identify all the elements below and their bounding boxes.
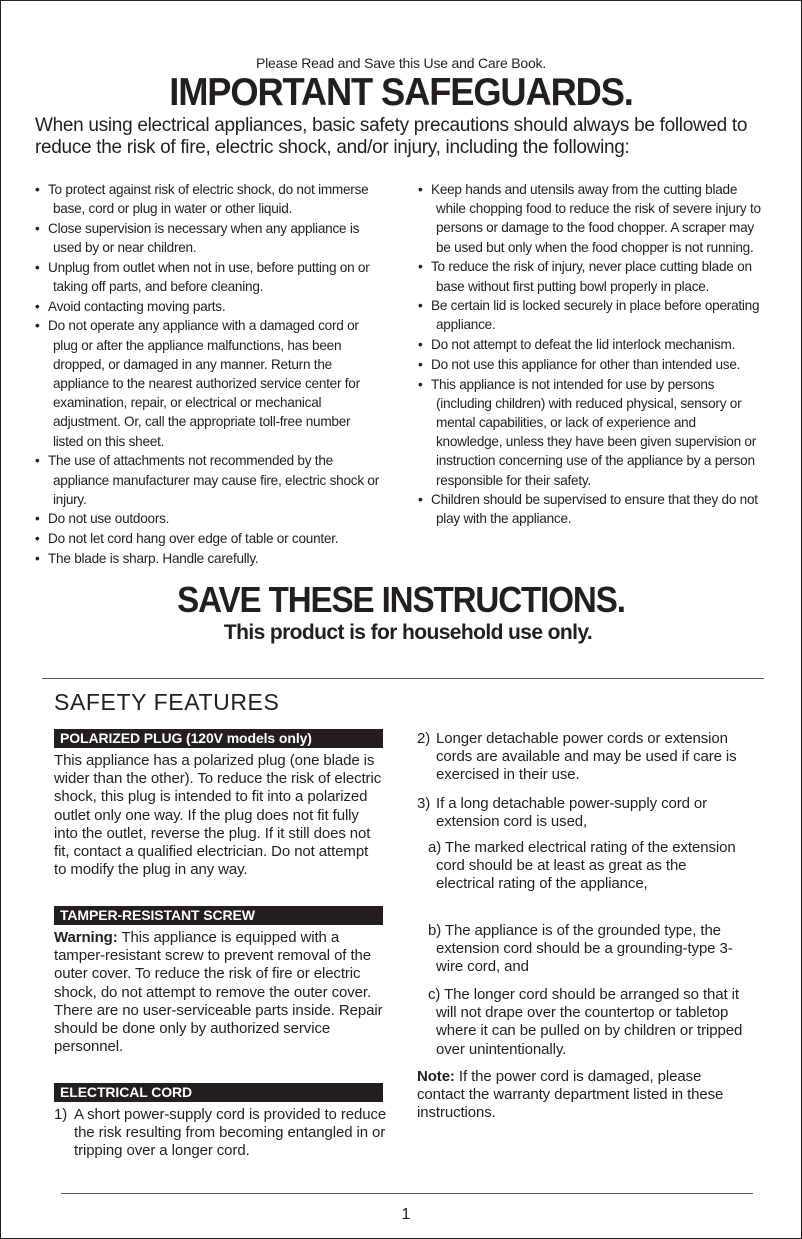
- list-item: • The use of attachments not recommended by the appliance manufacturer may cause fire, electric shock or injury.: [30, 451, 380, 509]
- list-item: • Close supervision is necessary when any appliance is used by or near children.: [30, 219, 380, 257]
- cord-subitem-a: [428, 839, 748, 894]
- list-item: • Be certain lid is locked securely in place before operating appliance.: [413, 296, 765, 334]
- electrical-cord-heading: ELECTRICAL CORD: [54, 1083, 383, 1102]
- tamper-screw-heading: TAMPER-RESISTANT SCREW: [54, 906, 383, 925]
- household-use-note: This product is for household use only.: [223, 621, 593, 644]
- list-item: • Do not use outdoors.: [30, 509, 380, 528]
- item-number: 2): [417, 730, 431, 747]
- tamper-screw-text: [54, 929, 384, 1056]
- item-text: If a long detachable power-supply cord or extension cord is used,: [436, 795, 708, 831]
- polarized-plug-heading: POLARIZED PLUG (120V models only): [54, 729, 383, 748]
- cord-item-1: [54, 1106, 388, 1161]
- cord-item-3: [417, 795, 747, 831]
- list-item: • This appliance is not intended for use by persons (including children) with reduced physical, sensory or mental capabilities, or lack of experience and knowledge, unless they have been given supervision or instruction concerning use of the appliance by a person responsible for their safety.: [413, 375, 765, 490]
- section-divider: [42, 678, 764, 679]
- list-item: • Do not use this appliance for other than intended use.: [413, 355, 765, 374]
- page-number: 1: [401, 1206, 411, 1223]
- cord-note: [417, 1068, 747, 1123]
- item-text: a) The marked electrical rating of the extension cord should be at least as great as the electrical rating of the appliance,: [428, 839, 736, 893]
- item-number: 3): [417, 795, 431, 812]
- list-item: • Do not operate any appliance with a damaged cord or plug or after the appliance malfunctions, has been dropped, or damaged in any manner. Return the appliance to the nearest authorized service center for examination, repair, or electrical or mechanical adjustment. Or, call the appropriate toll-free number listed on this sheet.: [30, 316, 380, 450]
- list-item: • Do not attempt to defeat the lid interlock mechanism.: [413, 335, 765, 354]
- safety-features-title: SAFETY FEATURES: [54, 689, 280, 715]
- polarized-plug-text: This appliance has a polarized plug (one blade is wider than the other). To reduce the risk of electric shock, this plug is intended to fit into a polarized outlet only one way. If the plug does not fit fully into the outlet, reverse the plug. If it still does not fit, contact a qualified electrician. Do not attempt to modify the plug in any way.: [54, 752, 382, 879]
- item-text: A short power-supply cord is provided to reduce the risk resulting from becoming entangled in or tripping over a longer cord.: [74, 1106, 387, 1160]
- footer-divider: [61, 1193, 753, 1194]
- list-item: • Keep hands and utensils away from the cutting blade while chopping food to reduce the risk of severe injury to persons or damage to the food chopper. A scraper may be used but only when the food chopper is not running.: [413, 180, 765, 257]
- item-number: 1): [54, 1106, 68, 1123]
- item-text: c) The longer cord should be arranged so that it will not drape over the countertop or tabletop where it can be pulled on by children or tripped over unintentionally.: [428, 986, 743, 1058]
- cord-subitem-b: [428, 922, 748, 977]
- list-item: • To protect against risk of electric shock, do not immerse base, cord or plug in water or other liquid.: [30, 180, 380, 218]
- cord-item-2: [417, 730, 747, 785]
- list-item: • Children should be supervised to ensure that they do not play with the appliance.: [413, 490, 765, 528]
- warning-label: Warning:: [54, 929, 118, 946]
- page-title: IMPORTANT SAFEGUARDS.: [169, 71, 633, 114]
- cord-subitem-c: [428, 986, 748, 1059]
- item-text: Longer detachable power cords or extension cords are available and may be used if care is exercised in their use.: [436, 730, 737, 784]
- list-item: • To reduce the risk of injury, never place cutting blade on base without first putting bowl properly in place.: [413, 257, 765, 295]
- intro-paragraph: When using electrical appliances, basic safety precautions should always be followed to reduce the risk of fire, electric shock, and/or injury, including the following:: [35, 115, 748, 158]
- save-instructions-title: SAVE THESE INSTRUCTIONS.: [177, 579, 625, 620]
- list-item: • Unplug from outlet when not in use, before putting on or taking off parts, and before cleaning.: [30, 258, 380, 296]
- list-item: • Avoid contacting moving parts.: [30, 297, 380, 316]
- safeguards-left-list: [30, 180, 380, 569]
- note-text: If the power cord is damaged, please contact the warranty department listed in these instructions.: [417, 1068, 724, 1122]
- list-item: • Do not let cord hang over edge of table or counter.: [30, 529, 380, 548]
- item-text: b) The appliance is of the grounded type, the extension cord should be a grounding-type 3-wire cord, and: [428, 922, 733, 976]
- list-item: • The blade is sharp. Handle carefully.: [30, 549, 380, 568]
- note-label: Note:: [417, 1068, 455, 1085]
- read-note: Please Read and Save this Use and Care Book.: [255, 55, 547, 71]
- tamper-screw-body: This appliance is equipped with a tamper-resistant screw to prevent removal of the outer cover. To reduce the risk of fire or electric shock, do not attempt to remove the outer cover. There are no user-serviceable parts inside. Repair should be done only by authorized service personnel.: [54, 929, 383, 1056]
- safeguards-right-list: [413, 180, 765, 529]
